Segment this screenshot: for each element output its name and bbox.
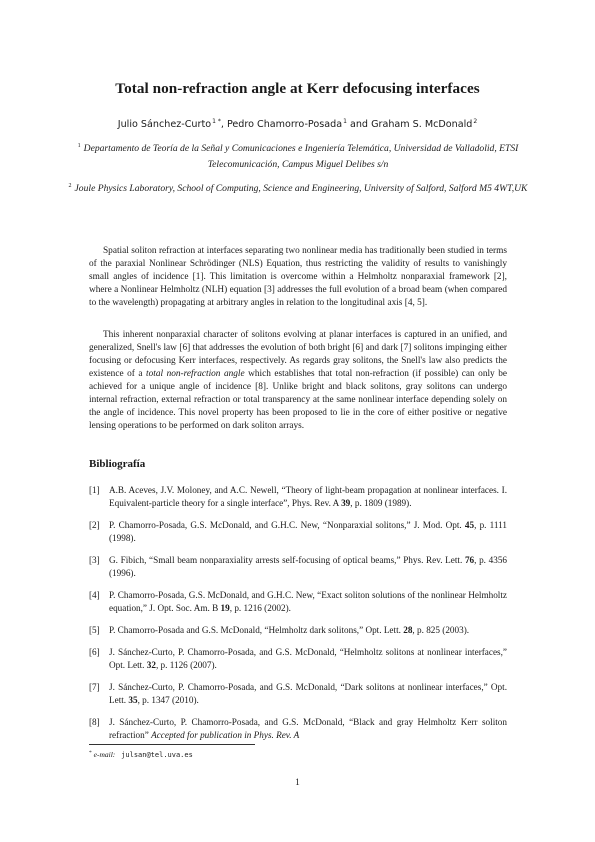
affiliation-text: Departamento de Teoría de la Señal y Comunicaciones e Ingeniería Telemática, Universidad de Valladolid, ETSI Telecomunicación, Campus Miguel Delibes s/n	[83, 143, 519, 170]
reference-item: [7] J. Sánchez-Curto, P. Chamorro-Posada, and G.S. McDonald, “Dark solitons at nonlinear interfaces,” Opt. Lett. 35, p. 1347 (2010).	[89, 682, 507, 705]
footnote-label: e-mail:	[93, 750, 116, 759]
author-affiliation-mark: 1	[343, 118, 347, 125]
body-paragraph-2: This inherent nonparaxial character of solitons evolving at planar interfaces is captured in an unified, and generalized, Snell's law [6] that addresses the evolution of both bright [6] and dark [7] solitons impinging either focusing or defocusing Kerr interfaces, respectively. As regards gray solitons, the Snell's law also predicts the existence of a total non-refraction angle which establishes that total non-refraction (if possible) can only be achieved for a unique angle of incidence [8]. Unlike bright and black solitons, gray solitons can undergo internal refraction, external refraction or total transparency at the same nonlinear interface depending solely on the angle of incidence. This novel property has been proposed to lie in the core of either positive or negative lensing operations to be performed on dark soliton arrays.	[89, 330, 507, 432]
author-separator: ,	[220, 119, 227, 130]
reference-item: [8] J. Sánchez-Curto, P. Chamorro-Posada, and G.S. McDonald, “Black and gray Helmholtz Kerr soliton refraction” Accepted for publication in Phys. Rev. A	[89, 717, 507, 740]
emphasized-term: total non-refraction angle	[146, 369, 245, 380]
author-name: Pedro Chamorro-Posada	[226, 119, 343, 130]
author-name: Julio Sánchez-Curto	[117, 119, 212, 130]
affiliation-1	[60, 138, 536, 173]
reference-list	[89, 484, 507, 751]
reference-volume: 32	[146, 660, 156, 670]
author-name: Graham S. McDonald	[371, 119, 473, 130]
author-list	[0, 118, 595, 130]
reference-item: [5] P. Chamorro-Posada and G.S. McDonald, “Helmholtz dark solitons,” Opt. Lett. 28, p. 825 (2003).	[89, 625, 470, 635]
author-affiliation-mark: 1 *	[212, 118, 221, 125]
reference-item: [6] J. Sánchez-Curto, P. Chamorro-Posada, and G.S. McDonald, “Helmholtz solitons at nonlinear interfaces,” Opt. Lett. 32, p. 1126 (2007).	[89, 647, 507, 670]
footnote-mark: *	[89, 750, 92, 756]
reference-item: [4] P. Chamorro-Posada, G.S. McDonald, and G.H.C. New, “Exact soliton solutions of the nonlinear Helmholtz equation,” J. Opt. Soc. Am. B 19, p. 1216 (2002).	[89, 590, 507, 613]
reference-item: [1] A.B. Aceves, J.V. Moloney, and A.C. Newell, “Theory of light-beam propagation at nonlinear interfaces. I. Equivalent-particle theory for a single interface”, Phys. Rev. A 39, p. 1809 (1989).	[89, 485, 507, 508]
affiliation-mark: 2	[68, 183, 72, 189]
reference-volume: 35	[128, 695, 138, 705]
reference-status: Accepted for publication in Phys. Rev. A	[151, 730, 300, 740]
affiliation-mark: 1	[77, 143, 81, 149]
footnote-email: julsan@tel.uva.es	[121, 751, 193, 759]
reference-volume: 76	[464, 555, 475, 565]
reference-number: [3]	[89, 555, 100, 565]
reference-volume: 39	[341, 498, 351, 508]
reference-number: [7]	[89, 682, 100, 692]
reference-number: [4]	[89, 590, 100, 600]
reference-number: [2]	[89, 520, 100, 530]
author-affiliation-mark: 2	[473, 118, 478, 125]
author-separator: and	[346, 119, 372, 130]
reference-number: [6]	[89, 647, 100, 657]
reference-number: [5]	[89, 625, 100, 635]
reference-item: [3] G. Fibich, “Small beam nonparaxiality arrests self-focusing of optical beams,” Phys. Rev. Lett. 76, p. 4356 (1996).	[89, 555, 507, 578]
reference-item: [2] P. Chamorro-Posada, G.S. McDonald, and G.H.C. New, “Nonparaxial solitons,” J. Mod. Opt. 45, p. 1111 (1998).	[89, 520, 507, 543]
affiliation-2	[60, 178, 536, 197]
footnote-rule	[89, 744, 255, 745]
reference-number: [1]	[89, 485, 100, 495]
body-paragraph-1: Spatial soliton refraction at interfaces separating two nonlinear media has traditionally been studied in terms of the paraxial Nonlinear Schrödinger (NLS) Equation, thus restricting the validity of results to vanishingly small angles of incidence [1]. This limitation is overcome within a Helmholtz nonparaxial framework [2], where a Nonlinear Helmholtz (NLH) equation [3] addresses the full evolution of a broad beam (when compared to the wavelength) propagating at arbitrary angles in relation to the longitudinal axis [4, 5].	[89, 246, 507, 309]
reference-volume: 19	[220, 603, 230, 613]
affiliation-text: Joule Physics Laboratory, School of Computing, Science and Engineering, University of Salford, Salford M5 4WT,UK	[74, 183, 528, 194]
footnote	[89, 750, 193, 759]
reference-volume: 28	[403, 625, 413, 635]
bibliography-heading: Bibliografía	[89, 458, 146, 470]
reference-volume: 45	[464, 520, 475, 530]
paper-title: Total non-refraction angle at Kerr defocusing interfaces	[115, 80, 480, 97]
page-number: 1	[295, 778, 300, 788]
reference-number: [8]	[89, 717, 100, 727]
